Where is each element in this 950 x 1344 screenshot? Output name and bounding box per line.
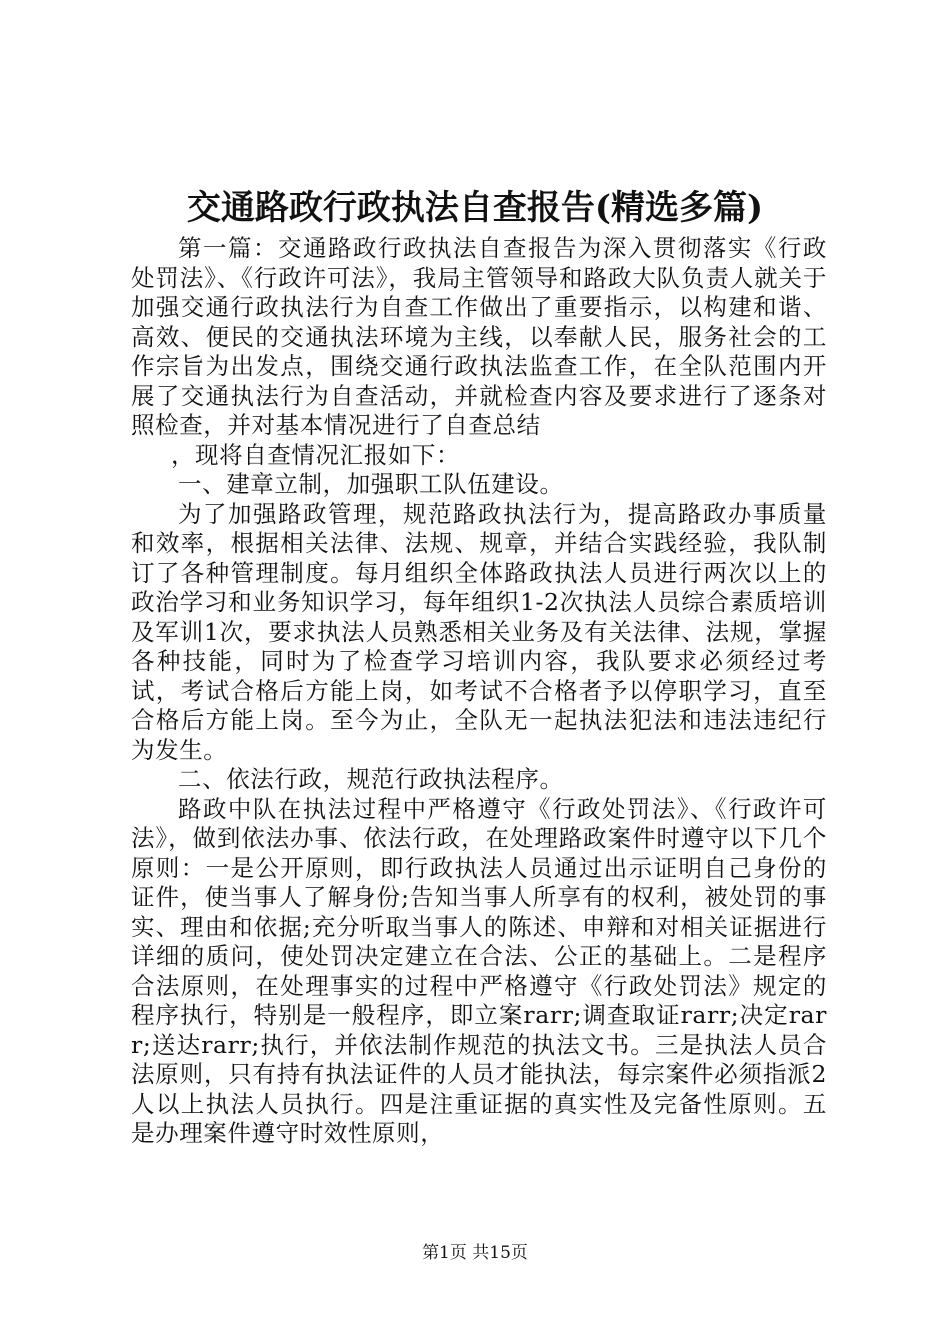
paragraph-section-2: 路政中队在执法过程中严格遵守《行政处罚法》、《行政许可法》，做到依法办事、依法行政，在处理路政案件时遵守以下几个原则：一是公开原则，即行政执法人员通过出示证明自己身份的证件，使当事人了解身份;告知当事人所享有的权利，被处罚的事实、理由和依据;充分听取当事人的陈述、申辩和对相关证据进行详细的质问，使处罚决定建立在合法、公正的基础上。二是程序合法原则，在处理事实的过程中严格遵守《行政处罚法》规定的程序执行，特别是一般程序，即立案rarr;调查取证rarr;决定rarr;送达rarr;执行，并依法制作规范的执法文书。三是执法人员合法原则，只有持有执法证件的人员才能执法，每宗案件必须指派2人以上执法人员执行。四是注重证据的真实性及完备性原则。五是办理案件遵守时效性原则， (131, 794, 827, 1147)
paragraph-heading-1: 一、建章立制，加强职工队伍建设。 (178, 470, 564, 498)
page-footer: 第1页 共15页 (422, 1243, 528, 1263)
document-title: 交通路政行政执法自查报告(精选多篇) (186, 188, 764, 228)
paragraph-report-lead: ，现将自查情况汇报如下： (170, 440, 461, 469)
paragraph-intro: 第一篇：交通路政行政执法自查报告为深入贯彻落实《行政处罚法》、《行政许可法》，我局主管领导和路政大队负责人就关于加强交通行政执法行为自查工作做出了重要指示，以构建和谐、高效、便民的交通执法环境为主线，以奉献人民，服务社会的工作宗旨为出发点，围绕交通行政执法监查工作，在全队范围内开展了交通执法行为自查活动，并就检查内容及要求进行了逐条对照检查，并对基本情况进行了自查总结 (131, 234, 827, 439)
paragraph-section-1: 为了加强路政管理，规范路政执法行为，提高路政办事质量和效率，根据相关法律、法规、规章，并结合实践经验，我队制订了各种管理制度。每月组织全体路政执法人员进行两次以上的政治学习和业务知识学习，每年组织1-2次执法人员综合素质培训及军训1次，要求执法人员熟悉相关业务及有关法律、法规，掌握各种技能，同时为了检查学习培训内容，我队要求必须经过考试，考试合格后方能上岗，如考试不合格者予以停职学习，直至合格后方能上岗。至今为止，全队无一起执法犯法和违法违纪行为发生。 (131, 499, 827, 764)
paragraph-heading-2: 二、依法行政，规范行政执法程序。 (178, 765, 564, 793)
document-body (131, 234, 827, 1149)
